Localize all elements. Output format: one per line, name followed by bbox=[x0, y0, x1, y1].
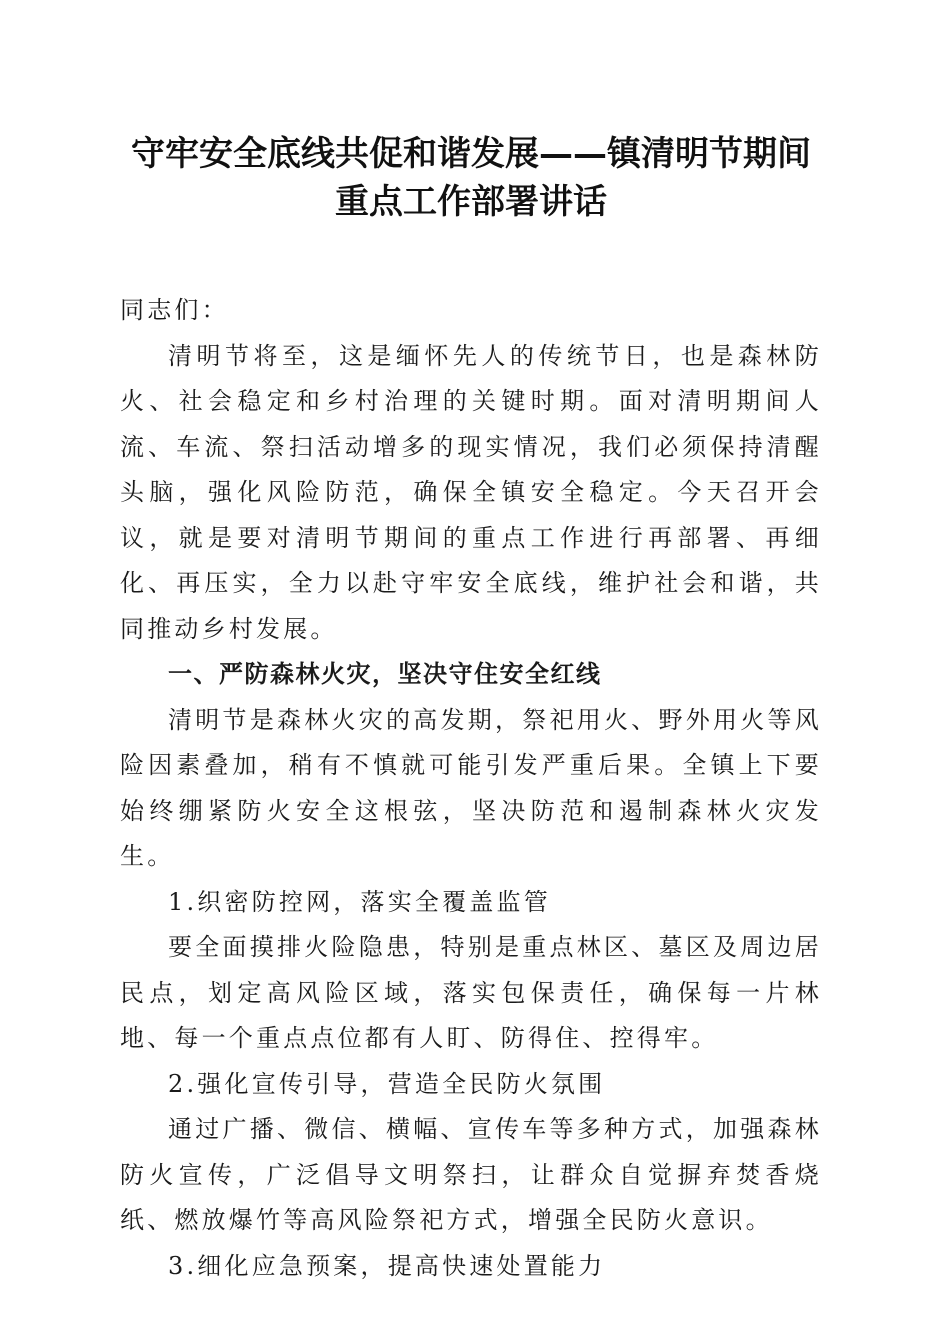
item-1-paragraph: 要全面摸排火险隐患，特别是重点林区、墓区及周边居民点，划定高风险区域，落实包保责任，确保每一片林地、每一个重点点位都有人盯、防得住、控得牢。 bbox=[120, 933, 822, 1052]
item-3-heading: 3.细化应急预案，提高快速处置能力 bbox=[168, 1251, 606, 1280]
section-1-heading: 一、严防森林火灾，坚决守住安全红线 bbox=[168, 660, 602, 688]
item-1-heading: 1.织密防控网，落实全覆盖监管 bbox=[168, 887, 551, 916]
salutation: 同志们： bbox=[120, 296, 229, 324]
item-2-heading: 2.强化宣传引导，营造全民防火氛围 bbox=[168, 1069, 606, 1098]
document-title bbox=[120, 130, 822, 226]
section-1-paragraph: 清明节是森林火灾的高发期，祭祀用火、野外用火等风险因素叠加，稍有不慎就可能引发严重后果。全镇上下要始终绷紧防火安全这根弦，坚决防范和遏制森林火灾发生。 bbox=[120, 705, 822, 870]
title-line-2: 重点工作部署讲话 bbox=[335, 182, 607, 222]
document-body bbox=[120, 288, 822, 1289]
item-2-paragraph: 通过广播、微信、横幅、宣传车等多种方式，加强森林防火宣传，广泛倡导文明祭扫，让群众自觉摒弃焚香烧纸、燃放爆竹等高风险祭祀方式，增强全民防火意识。 bbox=[120, 1115, 822, 1234]
intro-paragraph: 清明节将至，这是缅怀先人的传统节日，也是森林防火、社会稳定和乡村治理的关键时期。面对清明期间人流、车流、祭扫活动增多的现实情况，我们必须保持清醒头脑，强化风险防范，确保全镇安全稳定。今天召开会议，就是要对清明节期间的重点工作进行再部署、再细化、再压实，全力以赴守牢安全底线，维护社会和谐，共同推动乡村发展。 bbox=[120, 341, 822, 643]
title-line-1: 守牢安全底线共促和谐发展——镇清明节期间 bbox=[131, 134, 811, 174]
